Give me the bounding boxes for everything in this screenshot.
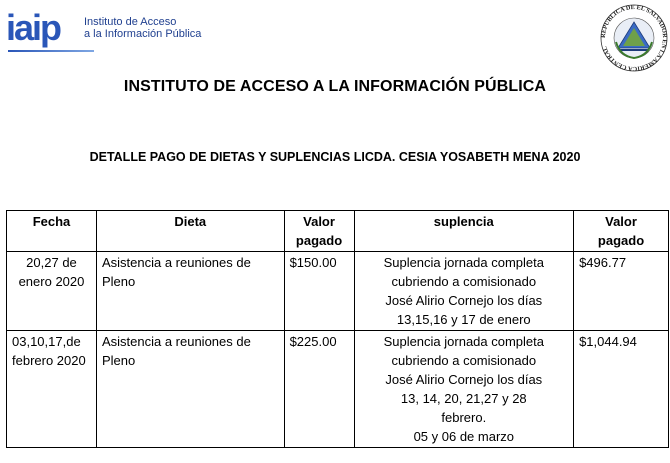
logo-wordmark [84, 16, 201, 40]
header-valor-pagado-2 [574, 211, 669, 252]
cell-valor2: $1,044.94 [574, 331, 669, 448]
cell-dieta: Asistencia a reuniones de Pleno [96, 331, 284, 448]
header-valor2-line2: pagado [597, 233, 645, 248]
suplencia-line: José Alirio Cornejo los días [385, 372, 543, 387]
header-valor2-line1: Valor [605, 214, 637, 229]
logo-underline [8, 50, 94, 52]
cell-valor: $150.00 [284, 252, 354, 331]
header-suplencia: suplencia [354, 211, 574, 252]
suplencia-line: 13,15,16 y 17 de enero [396, 312, 531, 327]
table-row [7, 331, 669, 448]
suplencia-line: febrero. [441, 410, 487, 425]
suplencia-line: José Alirio Cornejo los días [385, 293, 543, 308]
suplencia-line: cubriendo a comisionado [391, 353, 537, 368]
svg-text:REPUBLICA DE EL SALVADOR EN LA: REPUBLICA DE EL SALVADOR EN LA AMERICA CENTRAL [599, 3, 669, 73]
iaip-logo [6, 8, 201, 48]
cell-suplencia [354, 252, 574, 331]
header-fecha: Fecha [7, 211, 97, 252]
iaip-logo-mark [6, 8, 78, 48]
table-header-row [7, 211, 669, 252]
dietas-table [6, 210, 669, 448]
logo-line-2: a la Información Pública [84, 28, 202, 40]
cell-valor2: $496.77 [574, 252, 669, 331]
el-salvador-seal-icon [598, 2, 670, 74]
suplencia-line: Suplencia jornada completa [383, 334, 544, 349]
header-dieta: Dieta [96, 211, 284, 252]
suplencia-line: cubriendo a comisionado [391, 274, 537, 289]
cell-suplencia [354, 331, 574, 448]
cell-dieta: Asistencia a reuniones de Pleno [96, 252, 284, 331]
suplencia-line: 13, 14, 20, 21,27 y 28 [400, 391, 527, 406]
header-valor-pagado [284, 211, 354, 252]
logo-line-1: Instituto de Acceso [84, 16, 177, 28]
cell-fecha: 03,10,17,de febrero 2020 [7, 331, 97, 448]
cell-valor: $225.00 [284, 331, 354, 448]
page-title: INSTITUTO DE ACCESO A LA INFORMACIÓN PÚBLICA [123, 78, 547, 95]
suplencia-line: 05 y 06 de marzo [413, 429, 515, 444]
cell-fecha: 20,27 de enero 2020 [7, 252, 97, 331]
svg-text:iaip: iaip [6, 8, 61, 48]
table-row [7, 252, 669, 331]
header-valor-line1: Valor [303, 214, 335, 229]
document-subtitle: DETALLE PAGO DE DIETAS Y SUPLENCIAS LICDA. CESIA YOSABETH MENA 2020 [89, 150, 581, 164]
header-valor-line2: pagado [295, 233, 343, 248]
suplencia-line: Suplencia jornada completa [383, 255, 544, 270]
